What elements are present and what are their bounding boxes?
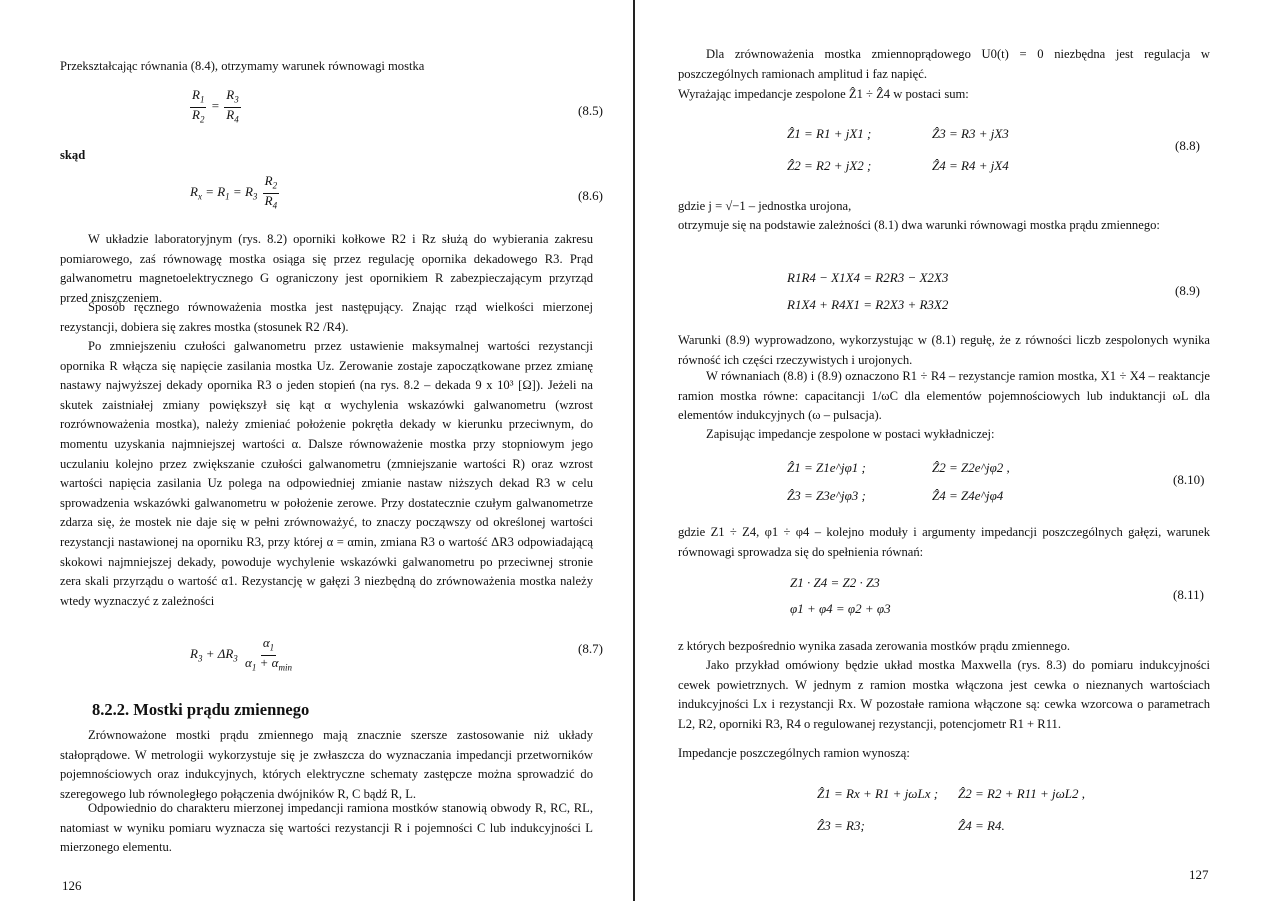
paragraph-r1: Dla zrównoważenia mostka zmiennoprądowego U0(t) = 0 niezbędna jest regulacja w poszczególnych ramionach amplitud i faz napięć. bbox=[678, 47, 1210, 81]
paragraph-2: Sposób ręcznego równoważenia mostka jest następujący. Znając rząd wielkości mierzonej rezystancji, dobiera się zakres mostka (stosunek R2 /R4). bbox=[60, 300, 593, 334]
equation-8-10-line1-right: Ẑ2 = Z2e^jφ2 , bbox=[932, 460, 1010, 475]
equation-8-10-line1-left: Ẑ1 = Z1e^jφ1 ; bbox=[787, 460, 866, 475]
equation-8-5: $\frac{R_1}{R_2}$ = $\frac{R_3}{R_4}$ bbox=[192, 87, 239, 125]
equation-8-10-line2-left: Ẑ3 = Z3e^jφ3 ; bbox=[787, 488, 866, 503]
equation-last-line1-left: Ẑ1 = Rx + R1 + jωLx ; bbox=[817, 786, 939, 801]
left-page bbox=[0, 0, 633, 901]
equation-number-8-7: (8.7) bbox=[578, 641, 603, 656]
equation-8-8-line1-right: Ẑ3 = R3 + jX3 bbox=[932, 126, 1009, 141]
paragraph-r7: gdzie Z1 ÷ Z4, φ1 ÷ φ4 – kolejno moduły i argumenty impedancji poszczególnych gałęzi, warunek równowagi sprowadza się do spełnienia równań: bbox=[678, 525, 1210, 559]
equation-last-line2-left: Ẑ3 = R3; bbox=[817, 818, 865, 833]
gdzie-text: gdzie j = √−1 – jednostka urojona, bbox=[678, 199, 852, 213]
paragraph-r4: Warunki (8.9) wyprowadzono, wykorzystując w (8.1) regułę, że z równości liczb zespolonych wynika równość ich części rzeczywistych i urojonych. bbox=[678, 333, 1210, 367]
equation-last-line2-right: Ẑ4 = R4. bbox=[958, 818, 1005, 833]
paragraph-3: Po zmniejszeniu czułości galwanometru przez ustawienie maksymalnej wartości rezystancji opornika R włącza się napięcie zasilania mostka Uz. Zerowanie zostaje zapoczątkowane przez zmianę nastawy najwyższej dekady opornika R3 o jeden stopień (na rys. 8.2 – dekada 9 x 10³ [Ω]). Jeżeli na skutek zaistniałej zmiany powiększył się kąt α wychylenia wskazówki galwanometru (wzrost rozrównoważenia mostka), należy zmieniać położenie pokrętła dekady w kierunku przeciwnym, do momentu uzyskania najmniejszej wartości α. Dalsze równoważenie mostka przy stopniowym jego uczulaniu kolejno przez zwiększanie czułości galwanometru (zmniejszanie wartości R) oraz wzrost wartości napięcia zasilania Uz polega na odpowiedniej zmianie nastaw niższych dekad R3 w celu sprowadzenia wskazówki galwanometru w położenie zerowe. Przy dostatecznie czułym galwanometrze zdarza się, że mostek nie daje się w pełni zrównoważyć, to znaczy począwszy od określonej wartości rezystancji nastawionej na oporniku R3, przy której α = αmin, zmiana R3 o wartość ΔR3 odpowiadającą skokowi najmniejszej dekady, powoduje wychylenie wskazówki galwanometru po przeciwnej stronie zera skali przyrządu o wartość α1. Rezystancję w gałęzi 3 niezbędną do zrównoważenia mostka należy wtedy wyznaczyć z zależności bbox=[60, 339, 593, 608]
skad-label: skąd bbox=[60, 148, 86, 162]
equation-number-8-10: (8.10) bbox=[1173, 472, 1205, 487]
equation-8-9-line1: R1R4 − X1X4 = R2R3 − X2X3 bbox=[787, 270, 949, 285]
paragraph-5: Odpowiednio do charakteru mierzonej impedancji ramiona mostków stanowią obwody R, RC, RL, natomiast w wyniku pomiaru wyznacza się wartości rezystancji R i pojemności C lub indukcyjności L mierzonego elementu. bbox=[60, 801, 593, 855]
equation-last-line1-right: Ẑ2 = R2 + R11 + jωL2 , bbox=[958, 786, 1085, 801]
paragraph-r5: W równaniach (8.8) i (8.9) oznaczono R1 ÷ R4 – rezystancje ramion mostka, X1 ÷ X4 – reaktancje ramion mostka równe: capacitancji 1/ωC dla elementów pojemnościowych lub induktancji ωL dla elementów indukcyjnych (ω – pulsacja). bbox=[678, 369, 1210, 423]
equation-8-11-line2: φ1 + φ4 = φ2 + φ3 bbox=[790, 601, 891, 616]
paragraph-r2: Wyrażając impedancje zespolone Ẑ1 ÷ Ẑ4 w postaci sum: bbox=[678, 87, 969, 101]
paragraph-4: Zrównoważone mostki prądu zmiennego mają znacznie szersze zastosowanie niż układy stałoprądowe. W metrologii wykorzystuje się je zwłaszcza do wyznaczania impedancji przetworników pojemnościowych oraz indukcyjnych, których elektryczne schematy zastępcze można sprowadzić do szeregowego lub równoległego połączenia dwójników R, C bądź R, L. bbox=[60, 728, 593, 801]
equation-8-11-line1: Z1 · Z4 = Z2 · Z3 bbox=[790, 575, 880, 590]
paragraph-r9: Jako przykład omówiony będzie układ mostka Maxwella (rys. 8.3) do pomiaru indukcyjności cewek powietrznych. W jednym z ramion mostka włączona jest cewka o nieznanych wartościach indukcyjności Lx i rezystancji Rx. W pozostałe ramiona włączone są: cewka wzorcowa o parametrach L2, R2, oporniki R3, R4 o regulowanej rezystancji, potencjometr R1 + R11. bbox=[678, 658, 1210, 731]
equation-8-6: $R_x = R_1 = R_3$ $\frac{R_2}{R_4}$ bbox=[190, 173, 278, 211]
section-heading: 8.2.2. Mostki prądu zmiennego bbox=[92, 700, 310, 719]
equation-number-8-8: (8.8) bbox=[1175, 138, 1200, 153]
paragraph-1: W układzie laboratoryjnym (rys. 8.2) oporniki kołkowe R2 i Rz służą do wybierania zakresu pomiarowego, zaś równowagę mostka osiąga się przez regulację opornika dekadowego R3. Prąd galwanometru magnetoelektrycznego G ograniczony jest opornikiem R zabezpieczającym przyrząd przed zniszczeniem. bbox=[60, 232, 593, 305]
equation-number-8-6: (8.6) bbox=[578, 188, 603, 203]
paragraph-r10: Impedancje poszczególnych ramion wynoszą: bbox=[678, 746, 910, 760]
equation-8-8-line2-right: Ẑ4 = R4 + jX4 bbox=[932, 158, 1009, 173]
equation-8-9-line2: R1X4 + R4X1 = R2X3 + R3X2 bbox=[787, 297, 949, 312]
paragraph-r6: Zapisując impedancje zespolone w postaci wykładniczej: bbox=[706, 427, 995, 441]
equation-8-7: $R_3 + \Delta R_3$ $\frac{\alpha_1}{\alpha_1 + \alpha_{min}}$ bbox=[190, 635, 292, 673]
equation-8-8-line2-left: Ẑ2 = R2 + jX2 ; bbox=[787, 158, 872, 173]
equation-number-8-9: (8.9) bbox=[1175, 283, 1200, 298]
equation-number-8-11: (8.11) bbox=[1173, 587, 1204, 602]
equation-number-8-5: (8.5) bbox=[578, 103, 603, 118]
equation-8-10-line2-right: Ẑ4 = Z4e^jφ4 bbox=[932, 488, 1004, 503]
paragraph-r3: otrzymuje się na podstawie zależności (8.1) dwa warunki równowagi mostka prądu zmiennego: bbox=[678, 218, 1160, 232]
intro-text: Przekształcając równania (8.4), otrzymamy warunek równowagi mostka bbox=[60, 59, 425, 73]
paragraph-r8: z których bezpośrednio wynika zasada zerowania mostków prądu zmiennego. bbox=[678, 639, 1071, 653]
right-page bbox=[635, 0, 1267, 901]
page-number-left: 126 bbox=[62, 878, 82, 893]
page-number-right: 127 bbox=[1189, 867, 1209, 882]
equation-8-8-line1-left: Ẑ1 = R1 + jX1 ; bbox=[787, 126, 872, 141]
